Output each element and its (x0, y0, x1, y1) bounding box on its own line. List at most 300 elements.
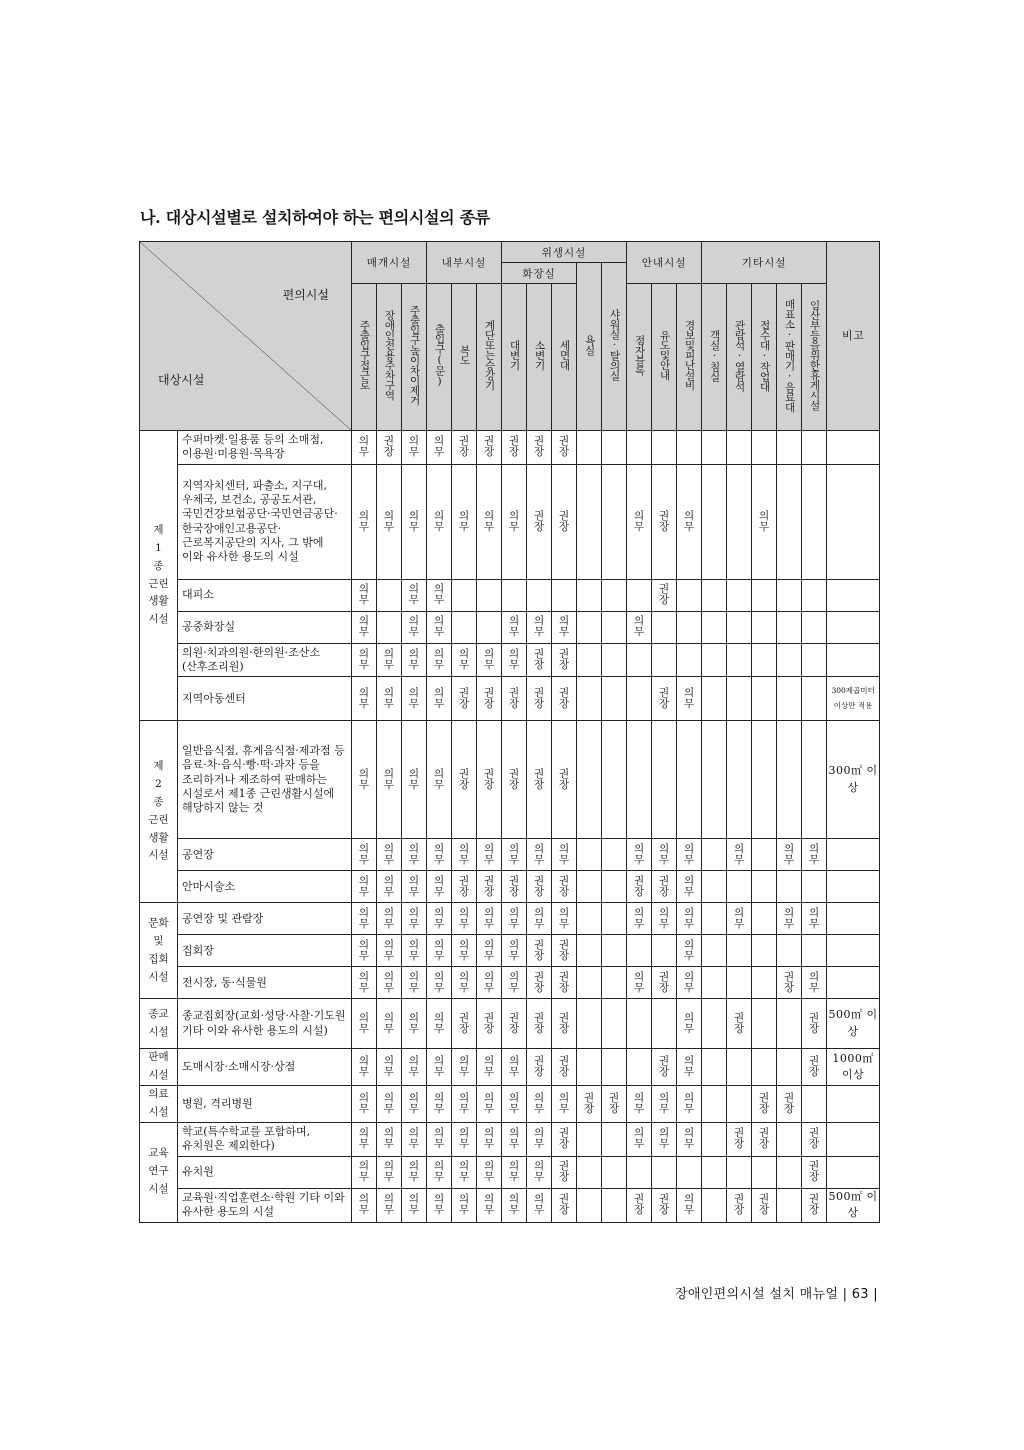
requirement-cell (477, 871, 502, 903)
requirement-cell (527, 611, 552, 643)
requirement-char: 권 (558, 970, 570, 983)
requirement-cell (602, 1122, 627, 1156)
category-label-line: 시설 (148, 613, 169, 626)
requirement-char: 무 (408, 853, 420, 866)
requirement-cell (577, 1188, 602, 1222)
requirement-cell (777, 611, 802, 643)
requirement-char: 무 (383, 1171, 395, 1184)
requirement-cell (527, 1188, 552, 1222)
requirement-value (527, 688, 551, 710)
table-row (140, 643, 880, 677)
requirement-value (677, 908, 701, 930)
category-label-line: 근린 (148, 813, 169, 826)
requirement-char: 의 (508, 1055, 520, 1068)
requirement-value (527, 940, 551, 962)
remark-cell (827, 1122, 880, 1156)
requirement-char: 장 (558, 1171, 570, 1184)
requirement-cell (727, 431, 752, 465)
requirement-value (552, 1128, 576, 1150)
requirement-value (352, 1161, 376, 1183)
requirement-cell (627, 611, 652, 643)
requirement-cell (377, 611, 402, 643)
requirement-char: 의 (533, 906, 545, 919)
requirement-char: 무 (433, 1204, 445, 1217)
requirement-cell (752, 1049, 777, 1086)
requirement-cell (677, 903, 702, 935)
requirement-cell (677, 935, 702, 967)
requirement-cell (402, 1085, 427, 1122)
requirement-cell (477, 643, 502, 677)
requirement-value (427, 940, 451, 962)
requirement-cell (452, 677, 477, 721)
remark-cell (827, 967, 880, 999)
requirement-char: 무 (483, 853, 495, 866)
requirement-char: 무 (433, 949, 445, 962)
requirement-cell (802, 967, 827, 999)
requirement-char: 장 (483, 885, 495, 898)
requirement-char: 권 (784, 970, 795, 983)
requirement-char: 의 (533, 615, 545, 628)
requirement-char: 무 (533, 1204, 545, 1217)
requirement-char: 장 (759, 1204, 770, 1217)
requirement-char: 의 (383, 842, 395, 855)
requirement-char: 의 (683, 1011, 695, 1024)
table-row (140, 579, 880, 611)
requirement-cell (477, 1049, 502, 1086)
requirement-value (727, 1128, 751, 1150)
requirement-cell (552, 1156, 577, 1188)
requirement-value (752, 1194, 776, 1216)
requirement-value (427, 1013, 451, 1035)
column-header (727, 284, 752, 431)
column-header-label: 출입구(문) (433, 323, 446, 387)
requirement-char: 무 (508, 520, 520, 533)
requirement-cell (752, 464, 777, 579)
requirement-char: 무 (383, 697, 395, 710)
requirement-cell (627, 1188, 652, 1222)
requirement-char: 무 (358, 1138, 370, 1151)
column-header (552, 284, 577, 431)
requirement-char: 무 (508, 658, 520, 671)
requirement-cell (452, 431, 477, 465)
requirement-cell (677, 643, 702, 677)
requirement-cell (777, 721, 802, 839)
requirement-value (452, 844, 476, 866)
requirement-value (627, 876, 651, 898)
requirement-value (577, 1093, 601, 1115)
requirement-char: 의 (508, 647, 520, 660)
requirement-value (452, 908, 476, 930)
category-label-line: 시설 (148, 1069, 169, 1082)
requirement-cell (777, 579, 802, 611)
requirement-value (502, 688, 526, 710)
requirement-value (402, 1161, 426, 1183)
requirement-cell (427, 839, 452, 871)
category-label-line: 시설 (148, 849, 169, 862)
column-group-header: 내부시설 (427, 242, 502, 284)
requirement-value (527, 1128, 551, 1150)
requirement-char: 장 (533, 697, 545, 710)
requirement-char: 의 (683, 970, 695, 983)
requirement-cell (352, 611, 377, 643)
requirement-char: 의 (408, 509, 420, 522)
requirement-value (477, 436, 501, 458)
requirement-value (502, 940, 526, 962)
requirement-char: 무 (533, 917, 545, 930)
requirement-char: 의 (383, 647, 395, 660)
requirement-cell (777, 643, 802, 677)
requirement-cell (577, 677, 602, 721)
requirement-value (527, 1013, 551, 1035)
requirement-cell (377, 839, 402, 871)
requirement-cell (627, 721, 652, 839)
requirement-cell (702, 431, 727, 465)
requirement-cell (752, 721, 777, 839)
requirement-char: 무 (483, 1204, 495, 1217)
requirement-value (352, 436, 376, 458)
requirement-char: 권 (759, 1193, 770, 1206)
category-cell (140, 721, 178, 903)
requirement-char: 의 (433, 1091, 445, 1104)
requirement-char: 무 (633, 1138, 645, 1151)
requirement-cell (552, 1122, 577, 1156)
requirement-char: 무 (358, 778, 370, 791)
requirement-char: 무 (508, 853, 520, 866)
requirement-char: 의 (458, 1193, 470, 1206)
requirement-char: 의 (633, 906, 645, 919)
requirement-value (677, 688, 701, 710)
requirement-char: 무 (458, 658, 470, 671)
requirement-cell (577, 643, 602, 677)
requirement-value (402, 876, 426, 898)
requirement-value (402, 584, 426, 606)
requirement-char: 권 (809, 1011, 820, 1024)
requirement-cell (702, 903, 727, 935)
requirement-cell (452, 1049, 477, 1086)
requirement-cell (777, 677, 802, 721)
requirement-cell (552, 431, 577, 465)
requirement-cell (727, 1049, 752, 1086)
requirement-cell (627, 1122, 652, 1156)
requirement-value (352, 1128, 376, 1150)
requirement-char: 무 (533, 1171, 545, 1184)
category-label-line: 판매 (148, 1051, 169, 1064)
requirement-value (777, 1093, 801, 1115)
requirement-cell (602, 839, 627, 871)
requirement-value (552, 511, 576, 533)
requirement-char: 장 (533, 658, 545, 671)
requirement-cell (377, 999, 402, 1049)
requirement-char: 장 (608, 1102, 620, 1115)
requirement-cell (477, 1156, 502, 1188)
category-label-line: 시설 (148, 1182, 169, 1195)
requirement-cell (452, 721, 477, 839)
requirement-char: 무 (358, 1204, 370, 1217)
table-row (140, 611, 880, 643)
requirement-cell (802, 431, 827, 465)
requirement-char: 장 (558, 1066, 570, 1079)
requirement-cell (602, 1085, 627, 1122)
requirement-char: 무 (408, 697, 420, 710)
requirement-char: 권 (658, 970, 670, 983)
requirement-value (727, 908, 751, 930)
requirement-char: 무 (683, 1066, 695, 1079)
requirement-value (452, 876, 476, 898)
requirement-char: 의 (633, 1127, 645, 1140)
requirement-char: 권 (508, 874, 520, 887)
requirement-cell (427, 464, 452, 579)
requirement-char: 장 (558, 1022, 570, 1035)
requirement-cell (702, 1049, 727, 1086)
requirement-cell (527, 1049, 552, 1086)
requirement-value (402, 1093, 426, 1115)
requirement-char: 무 (809, 853, 820, 866)
requirement-value (427, 769, 451, 791)
requirement-char: 무 (433, 658, 445, 671)
requirement-char: 의 (433, 615, 445, 628)
requirement-cell (652, 839, 677, 871)
requirement-cell (402, 677, 427, 721)
requirement-char: 권 (483, 1011, 495, 1024)
requirement-cell (802, 579, 827, 611)
requirement-char: 무 (408, 885, 420, 898)
requirement-char: 의 (408, 583, 420, 596)
requirement-value (377, 1194, 401, 1216)
table-body (140, 431, 880, 1223)
requirement-value (752, 1093, 776, 1115)
requirement-char: 장 (533, 778, 545, 791)
header-row-groups (140, 242, 880, 263)
requirement-cell (402, 643, 427, 677)
category-cell (140, 999, 178, 1049)
requirement-cell (352, 903, 377, 935)
requirement-cell (377, 643, 402, 677)
restroom-group-header: 화장실 (502, 263, 577, 284)
requirement-value (427, 908, 451, 930)
requirement-cell (627, 579, 652, 611)
requirement-value (552, 616, 576, 638)
requirement-cell (502, 839, 527, 871)
requirement-cell (652, 579, 677, 611)
requirement-value (652, 1093, 676, 1115)
requirement-cell (727, 903, 752, 935)
requirement-value (552, 876, 576, 898)
requirement-char: 권 (483, 767, 495, 780)
requirement-char: 무 (683, 1138, 695, 1151)
requirement-value (627, 616, 651, 638)
requirement-char: 장 (809, 1066, 820, 1079)
requirement-char: 무 (734, 853, 745, 866)
facility-name-cell: 집회장 (178, 935, 352, 967)
column-header-label: 세면대 (558, 340, 571, 371)
requirement-cell (602, 464, 627, 579)
requirement-char: 의 (383, 1011, 395, 1024)
table-row (140, 871, 880, 903)
requirement-value (652, 584, 676, 606)
remark-cell (827, 579, 880, 611)
requirement-cell (402, 579, 427, 611)
requirement-value (452, 769, 476, 791)
requirement-cell (427, 1156, 452, 1188)
requirement-char: 의 (483, 1091, 495, 1104)
requirement-value (352, 1194, 376, 1216)
requirement-char: 권 (658, 583, 670, 596)
requirement-char: 무 (809, 917, 820, 930)
requirement-value (502, 1194, 526, 1216)
requirement-char: 의 (658, 1127, 670, 1140)
requirement-value (752, 1128, 776, 1150)
remark-cell (827, 643, 880, 677)
requirement-char: 무 (483, 981, 495, 994)
requirement-char: 의 (809, 842, 820, 855)
requirement-char: 무 (683, 885, 695, 898)
requirement-value (802, 1128, 826, 1150)
requirement-cell (802, 1188, 827, 1222)
requirement-char: 무 (683, 1022, 695, 1035)
requirement-value (502, 908, 526, 930)
requirement-value (452, 1161, 476, 1183)
requirement-cell (552, 464, 577, 579)
requirement-char: 의 (383, 509, 395, 522)
requirement-value (377, 688, 401, 710)
requirement-value (402, 436, 426, 458)
requirement-cell (677, 677, 702, 721)
requirement-char: 무 (383, 981, 395, 994)
requirement-char: 권 (633, 874, 645, 887)
requirement-cell (352, 839, 377, 871)
requirement-char: 무 (458, 981, 470, 994)
requirement-value (627, 1194, 651, 1216)
requirement-char: 무 (683, 981, 695, 994)
requirement-char: 의 (683, 1193, 695, 1206)
requirement-value (777, 908, 801, 930)
requirement-cell (627, 1085, 652, 1122)
requirement-cell (602, 1156, 627, 1188)
facility-name-cell: 병원, 격리병원 (178, 1085, 352, 1122)
requirement-char: 의 (633, 1091, 645, 1104)
requirement-cell (727, 677, 752, 721)
column-header (527, 284, 552, 431)
requirement-cell (727, 839, 752, 871)
requirement-char: 무 (408, 778, 420, 791)
requirement-cell (477, 1122, 502, 1156)
requirement-char: 무 (633, 626, 645, 639)
requirement-value (452, 972, 476, 994)
requirement-char: 의 (483, 938, 495, 951)
requirement-cell (577, 999, 602, 1049)
requirement-value (427, 616, 451, 638)
requirement-char: 권 (483, 435, 495, 448)
requirement-value (402, 1194, 426, 1216)
requirement-cell (652, 677, 677, 721)
facility-name-cell: 안마시술소 (178, 871, 352, 903)
requirement-char: 의 (483, 970, 495, 983)
requirement-cell (752, 935, 777, 967)
requirement-char: 무 (358, 949, 370, 962)
requirement-value (477, 940, 501, 962)
requirement-cell (452, 579, 477, 611)
requirement-cell (752, 1122, 777, 1156)
requirement-cell (377, 677, 402, 721)
column-header-label: 대변기 (508, 340, 521, 371)
requirement-value (552, 844, 576, 866)
requirement-char: 의 (408, 435, 420, 448)
requirement-cell (502, 579, 527, 611)
requirement-value (477, 1056, 501, 1078)
requirement-char: 무 (683, 949, 695, 962)
column-group-header: 위생시설 (502, 242, 627, 263)
requirement-value (677, 511, 701, 533)
facility-requirements-table (139, 241, 880, 1223)
requirement-char: 의 (633, 509, 645, 522)
requirement-value (502, 1056, 526, 1078)
column-header-label: 점자블록 (633, 335, 646, 376)
requirement-cell (527, 1122, 552, 1156)
requirement-char: 권 (458, 435, 470, 448)
requirement-char: 무 (658, 853, 670, 866)
requirement-char: 무 (433, 885, 445, 898)
facility-name-cell: 대피소 (178, 579, 352, 611)
category-label-line: 시설 (148, 1025, 169, 1038)
requirement-cell (502, 431, 527, 465)
requirement-cell (402, 721, 427, 839)
requirement-value (552, 769, 576, 791)
requirement-cell (477, 611, 502, 643)
requirement-value (427, 1093, 451, 1115)
remark-cell (827, 839, 880, 871)
requirement-char: 무 (734, 917, 745, 930)
requirement-char: 의 (433, 1055, 445, 1068)
requirement-char: 권 (508, 686, 520, 699)
column-header (477, 284, 502, 431)
requirement-char: 의 (508, 1091, 520, 1104)
requirement-value (402, 511, 426, 533)
requirement-char: 의 (358, 1127, 370, 1140)
requirement-cell (727, 464, 752, 579)
requirement-cell (402, 1049, 427, 1086)
requirement-value (477, 876, 501, 898)
requirement-value (502, 436, 526, 458)
requirement-cell (752, 903, 777, 935)
requirement-char: 의 (358, 1055, 370, 1068)
requirement-cell (577, 579, 602, 611)
requirement-char: 의 (358, 767, 370, 780)
requirement-value (377, 511, 401, 533)
requirement-char: 장 (483, 697, 495, 710)
requirement-cell (527, 839, 552, 871)
remark-cell: 300제곱미터 이상만 적용 (827, 677, 880, 721)
requirement-char: 무 (408, 1102, 420, 1115)
requirement-char: 무 (358, 594, 370, 607)
requirement-value (677, 1194, 701, 1216)
table-row (140, 721, 880, 839)
requirement-cell (352, 1085, 377, 1122)
requirement-char: 의 (759, 509, 770, 522)
requirement-value (802, 1194, 826, 1216)
category-label-line: 종 (153, 795, 164, 808)
requirement-cell (427, 611, 452, 643)
requirement-value (502, 511, 526, 533)
requirement-cell (652, 1122, 677, 1156)
requirement-value (377, 1161, 401, 1183)
requirement-cell (802, 643, 827, 677)
requirement-cell (552, 839, 577, 871)
column-header (452, 284, 477, 431)
requirement-char: 장 (533, 949, 545, 962)
requirement-cell (627, 464, 652, 579)
requirement-cell (402, 464, 427, 579)
requirement-char: 의 (433, 509, 445, 522)
